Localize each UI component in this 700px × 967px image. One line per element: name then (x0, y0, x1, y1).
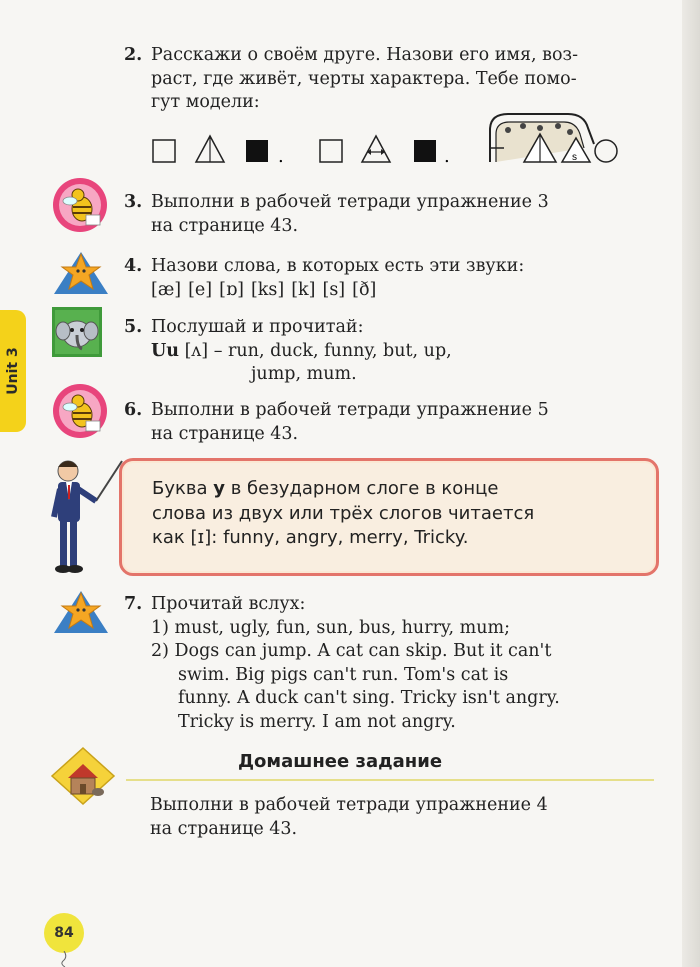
exercise-number: 4. (124, 256, 143, 276)
square-filled-icon (246, 140, 268, 162)
sound-symbol: [æ] (151, 279, 182, 300)
square-filled-icon (414, 140, 436, 162)
model-dot: . (278, 146, 284, 167)
rule-letter: y (213, 478, 225, 499)
listen-elephant-icon (52, 307, 102, 357)
rule-example-words: funny, angry, merry, Tricky. (223, 527, 469, 548)
exercise-text: раст, где живёт, черты характера. Тебе помо- (151, 68, 577, 89)
exercise-number: 6. (124, 400, 143, 420)
workbook-bee-icon (52, 383, 108, 439)
sound-symbol: [ɪ]: (190, 527, 218, 548)
rule-text: в безударном слоге в конце (230, 478, 499, 499)
exercise-text: Выполни в рабочей тетради упражнение 5 (151, 400, 549, 420)
rule-text: Буква (152, 478, 208, 499)
exercise-text: гут модели: (151, 92, 260, 112)
teacher-pointer-icon (46, 455, 126, 577)
balloon-string-icon (60, 951, 70, 967)
character-models (148, 108, 628, 168)
exercise-number: 7. (124, 594, 143, 614)
homework-text (150, 793, 548, 841)
model-dot: . (444, 146, 450, 167)
exercise-3 (124, 191, 549, 238)
circle-outline-icon (595, 140, 617, 162)
page-edge (682, 0, 700, 967)
svg-text:s: s (572, 152, 577, 163)
sound-symbol: [k] (291, 279, 316, 300)
triangle-icon (196, 136, 224, 162)
square-outline-icon (153, 140, 175, 162)
exercise-7 (124, 593, 560, 734)
exercise-text: Расскажи о своём друге. Назови его имя, воз- (151, 45, 579, 65)
exercise-item: 1) must, ugly, fun, sun, bus, hurry, mum; (151, 617, 510, 638)
exercise-5 (124, 316, 452, 387)
sound-symbol: [ð] (352, 279, 377, 300)
exercise-text: Назови слова, в которых есть эти звуки: (151, 256, 525, 276)
exercise-text: Прочитай вслух: (151, 594, 306, 614)
exercise-item: swim. Big pigs can't run. Tom's cat is (178, 664, 509, 685)
homework-line: на странице 43. (150, 819, 298, 839)
exercise-6 (124, 399, 549, 446)
triangle-arrows-icon (362, 136, 390, 162)
sound-symbol: [e] (188, 279, 213, 300)
exercise-2 (124, 44, 578, 115)
dash: – (213, 340, 223, 361)
exercise-text: Послушай и прочитай: (151, 317, 364, 337)
word-list: run, duck, funny, but, up, (228, 340, 452, 361)
rule-text: как (152, 527, 185, 548)
sound-symbol: [ʌ] (184, 340, 209, 361)
page-number: 84 (44, 913, 84, 953)
model-group-3 (490, 114, 617, 163)
star-triangle-icon (52, 587, 110, 635)
homework-divider (126, 779, 654, 781)
homework-line: Выполни в рабочей тетради упражнение 4 (150, 795, 548, 815)
model-group-2 (320, 136, 436, 162)
letter-label: Uu (151, 340, 179, 361)
exercise-number: 2. (124, 45, 143, 65)
exercise-text: на странице 43. (151, 215, 299, 236)
sound-symbol: [ks] (250, 279, 285, 300)
sound-list (124, 279, 524, 303)
unit-tab-label: Unit 3 (5, 347, 21, 395)
exercise-4 (124, 255, 524, 302)
word-list: jump, mum. (251, 364, 357, 384)
exercise-item: funny. A duck can't sing. Tricky isn't angry. (178, 688, 560, 708)
model-group-1 (153, 136, 268, 162)
sound-symbol: [s] (322, 279, 346, 300)
grammar-rule-box (119, 458, 659, 576)
exercise-text: Выполни в рабочей тетради упражнение 3 (151, 192, 549, 212)
exercise-number: 3. (124, 192, 143, 212)
exercise-text: на странице 43. (151, 423, 299, 444)
rule-text: слова из двух или трёх слогов читается (152, 502, 535, 524)
exercise-number: 5. (124, 317, 143, 337)
exercise-item: Tricky is merry. I am not angry. (178, 711, 456, 732)
star-triangle-icon (52, 248, 110, 296)
square-outline-icon (320, 140, 342, 162)
homework-house-icon (48, 744, 118, 808)
sound-symbol: [ɒ] (219, 279, 244, 300)
exercise-item: 2) Dogs can jump. A cat can skip. But it can't (151, 641, 552, 661)
workbook-bee-icon (52, 177, 108, 233)
unit-tab (0, 310, 26, 432)
homework-title: Домашнее задание (238, 751, 443, 772)
